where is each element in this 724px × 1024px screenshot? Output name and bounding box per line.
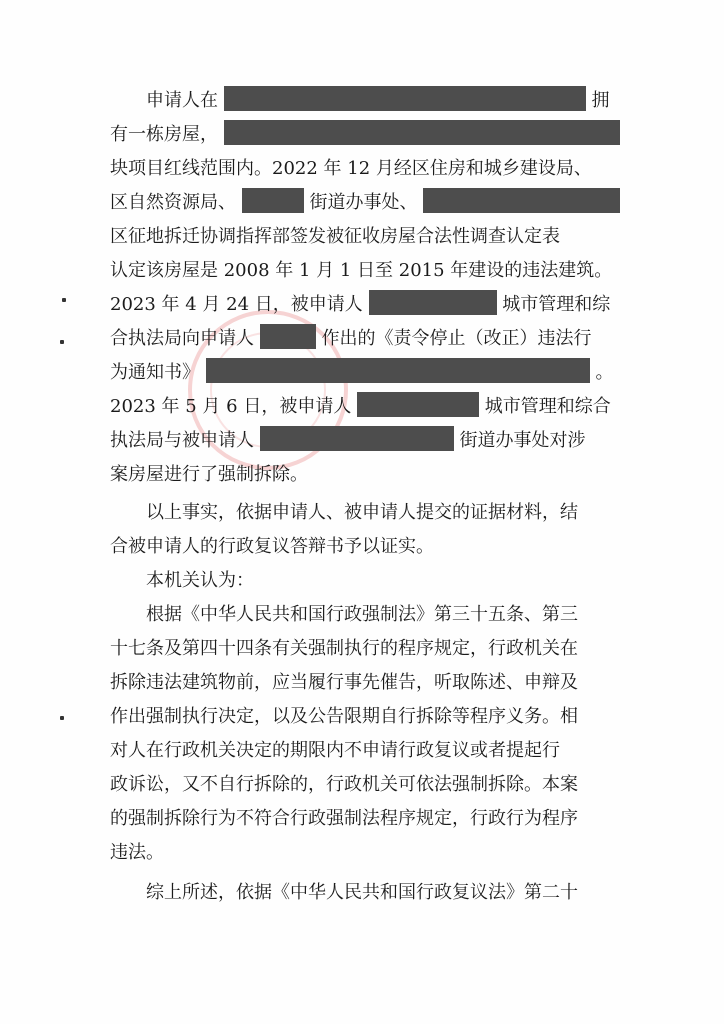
text-line: 拆除违法建筑物前，应当履行事先催告，听取陈述、申辩及 bbox=[110, 672, 578, 693]
text-line: 违法。 bbox=[110, 842, 164, 863]
redaction-block bbox=[224, 86, 586, 111]
scan-mark bbox=[60, 716, 64, 720]
facts-paragraph bbox=[110, 84, 620, 492]
text-segment: 城市管理和综 bbox=[502, 294, 611, 315]
text-segment: 为通知书》 bbox=[110, 362, 200, 383]
redaction-block bbox=[369, 290, 497, 315]
redaction-block bbox=[260, 324, 316, 349]
redaction-block bbox=[224, 120, 620, 145]
text-line: 综上所述，依据《中华人民共和国行政复议法》第二十 bbox=[146, 882, 578, 903]
text-line: 作出强制执行决定，以及公告限期自行拆除等程序义务。相 bbox=[110, 706, 578, 727]
text-line: 本机关认为： bbox=[146, 570, 254, 591]
scan-mark bbox=[62, 298, 66, 302]
text-segment: 2023 年 5 月 6 日，被申请人 bbox=[110, 396, 352, 417]
text-segment: 。 bbox=[595, 362, 614, 383]
text-line: 政诉讼，又不自行拆除的，行政机关可依法强制拆除。本案 bbox=[110, 774, 578, 795]
text-segment: 城市管理和综合 bbox=[484, 396, 611, 417]
text-line: 合被申请人的行政复议答辩书予以证实。 bbox=[110, 536, 434, 557]
text-segment: 街道办事处对涉 bbox=[459, 430, 586, 451]
text-line: 对人在行政机关决定的期限内不申请行政复议或者提起行 bbox=[110, 740, 560, 761]
text-line: 以上事实，依据申请人、被申请人提交的证据材料，结 bbox=[146, 502, 578, 523]
text-line: 十七条及第四十四条有关强制执行的程序规定，行政机关在 bbox=[110, 638, 578, 659]
evidence-paragraph bbox=[110, 496, 620, 564]
redaction-block bbox=[423, 188, 620, 213]
text-line: 的强制拆除行为不符合行政强制法程序规定，行政行为程序 bbox=[110, 808, 578, 829]
text-segment: 合执法局向申请人 bbox=[110, 328, 254, 349]
text-line: 根据《中华人民共和国行政强制法》第三十五条、第三 bbox=[146, 604, 578, 625]
text-segment: 执法局与被申请人 bbox=[110, 430, 254, 451]
text-segment: 街道办事处、 bbox=[309, 192, 418, 213]
redaction-block bbox=[242, 188, 304, 213]
text-line: 认定该房屋是 2008 年 1 月 1 日至 2015 年建设的违法建筑。 bbox=[110, 260, 613, 281]
text-segment: 2023 年 4 月 24 日，被申请人 bbox=[110, 294, 363, 315]
text-segment: 有一栋房屋， bbox=[110, 124, 218, 145]
redaction-block bbox=[260, 426, 454, 451]
text-segment: 拥 bbox=[591, 90, 610, 111]
text-line: 案房屋进行了强制拆除。 bbox=[110, 464, 308, 485]
text-segment: 区自然资源局、 bbox=[110, 192, 236, 213]
scan-mark bbox=[60, 340, 64, 344]
opinion-heading bbox=[110, 564, 620, 598]
text-line: 块项目红线范围内。2022 年 12 月经区住房和城乡建设局、 bbox=[110, 158, 592, 179]
text-segment: 作出的《责令停止（改正）违法行 bbox=[321, 328, 592, 349]
text-line: 区征地拆迁协调指挥部签发被征收房屋合法性调查认定表 bbox=[110, 226, 560, 247]
redaction-block bbox=[357, 392, 479, 417]
text-segment: 申请人在 bbox=[146, 90, 218, 111]
conclusion-paragraph bbox=[110, 876, 620, 910]
legal-analysis-paragraph bbox=[110, 598, 620, 870]
redaction-block bbox=[206, 358, 590, 383]
